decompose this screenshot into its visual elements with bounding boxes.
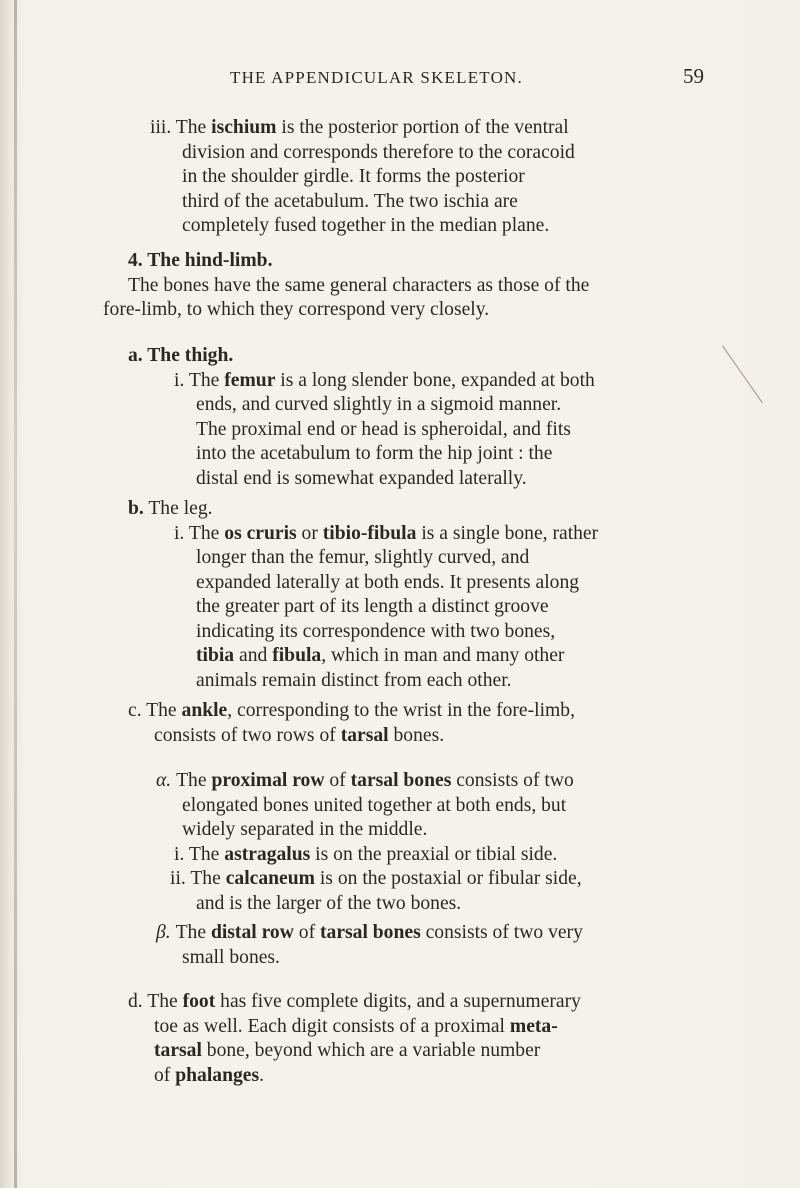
paragraph-ischium: iii. The ischium is the posterior portion of the ventral division and corresponds therefore to the coracoid in the shoulder girdle. It forms the posterior third of the acetabulum. The two ischia are completely fused together in the median plane. xyxy=(150,117,575,236)
term-metatarsal-part1: meta- xyxy=(509,1015,558,1037)
term-tarsal: tarsal xyxy=(340,724,389,746)
subsection-letter: d. xyxy=(128,991,143,1012)
binding-shadow xyxy=(14,0,17,1188)
list-marker: i. xyxy=(174,843,185,865)
subsection-ankle: c. The ankle, corresponding to the wrist in the fore-limb, consists of two rows of tarsal bones. xyxy=(128,700,575,746)
term-ankle: ankle xyxy=(181,700,228,721)
list-marker: ii. xyxy=(170,868,186,889)
subsection-letter: b. xyxy=(128,498,144,519)
subsection-thigh: a. The thigh. i. The femur is a long slender bone, expanded at both ends, and curved slightly in a sigmoid manner. The proximal end or head is spheroidal, and fits into the acetabulum to form the hip joint : the distal end is somewhat expanded laterally. xyxy=(128,345,595,489)
subsection-letter: c. xyxy=(128,700,142,721)
term-os-cruris: os cruris xyxy=(224,522,297,544)
running-head xyxy=(0,64,800,96)
item-proximal-row: α. The proximal row of tarsal bones consists of two elongated bones united together at both ends, but widely separated in the middle. i. The astragalus is on the preaxial or tibial side. ii. The calcaneum is on the postaxial or fibular side, and is the larger of the two bones. xyxy=(156,770,582,914)
term-foot: foot xyxy=(182,991,216,1012)
list-marker: i. xyxy=(174,522,185,544)
term-tibio-fibula: tibio-fibula xyxy=(322,522,417,544)
item-distal-row: β. The distal row of tarsal bones consists of two very small bones. xyxy=(156,922,583,968)
term-calcaneum: calcaneum xyxy=(225,868,315,889)
list-marker: α. xyxy=(156,770,172,791)
section-heading: 4. The hind-limb. xyxy=(128,250,273,271)
subsection-leg: b. The leg. i. The os cruris or tibio-fibula is a single bone, rather longer than the femur, slightly curved, and expanded laterally at both ends. It presents along the greater part of its length a distinct groove indicating its correspondence with two bones, tibia and fibula, which in man and many other animals remain distinct from each other. xyxy=(128,498,599,691)
term-proximal-row: proximal row xyxy=(211,770,325,791)
term-astragalus: astragalus xyxy=(224,843,311,865)
term-tarsal-bones: tarsal bones xyxy=(350,770,452,791)
list-marker: i. xyxy=(174,369,185,391)
list-marker: β. xyxy=(156,922,171,943)
section-hind-limb: 4. The hind-limb. The bones have the same general characters as those of the fore-limb, to which they correspond very closely. xyxy=(103,250,590,320)
list-marker: iii. xyxy=(150,117,172,138)
term-fibula: fibula xyxy=(272,645,322,666)
subsection-heading: a. The thigh. xyxy=(128,345,234,366)
page-number: 59 xyxy=(683,64,704,88)
term-phalanges: phalanges xyxy=(175,1064,260,1086)
subsection-heading: The leg. xyxy=(148,498,213,519)
term-tarsal-bones: tarsal bones xyxy=(320,922,421,943)
subsection-foot: d. The foot has five complete digits, and a supernumerary toe as well. Each digit consists of a proximal meta- tarsal bone, beyond which are a variable number of phalanges. xyxy=(128,991,581,1086)
term-ischium: ischium xyxy=(211,117,277,138)
term-distal-row: distal row xyxy=(210,922,294,943)
term-femur: femur xyxy=(224,369,276,391)
running-head-title: THE APPENDICULAR SKELETON. xyxy=(230,68,523,87)
term-metatarsal-part2: tarsal xyxy=(154,1040,202,1061)
stray-pencil-mark xyxy=(722,345,763,403)
term-tibia: tibia xyxy=(196,645,235,666)
